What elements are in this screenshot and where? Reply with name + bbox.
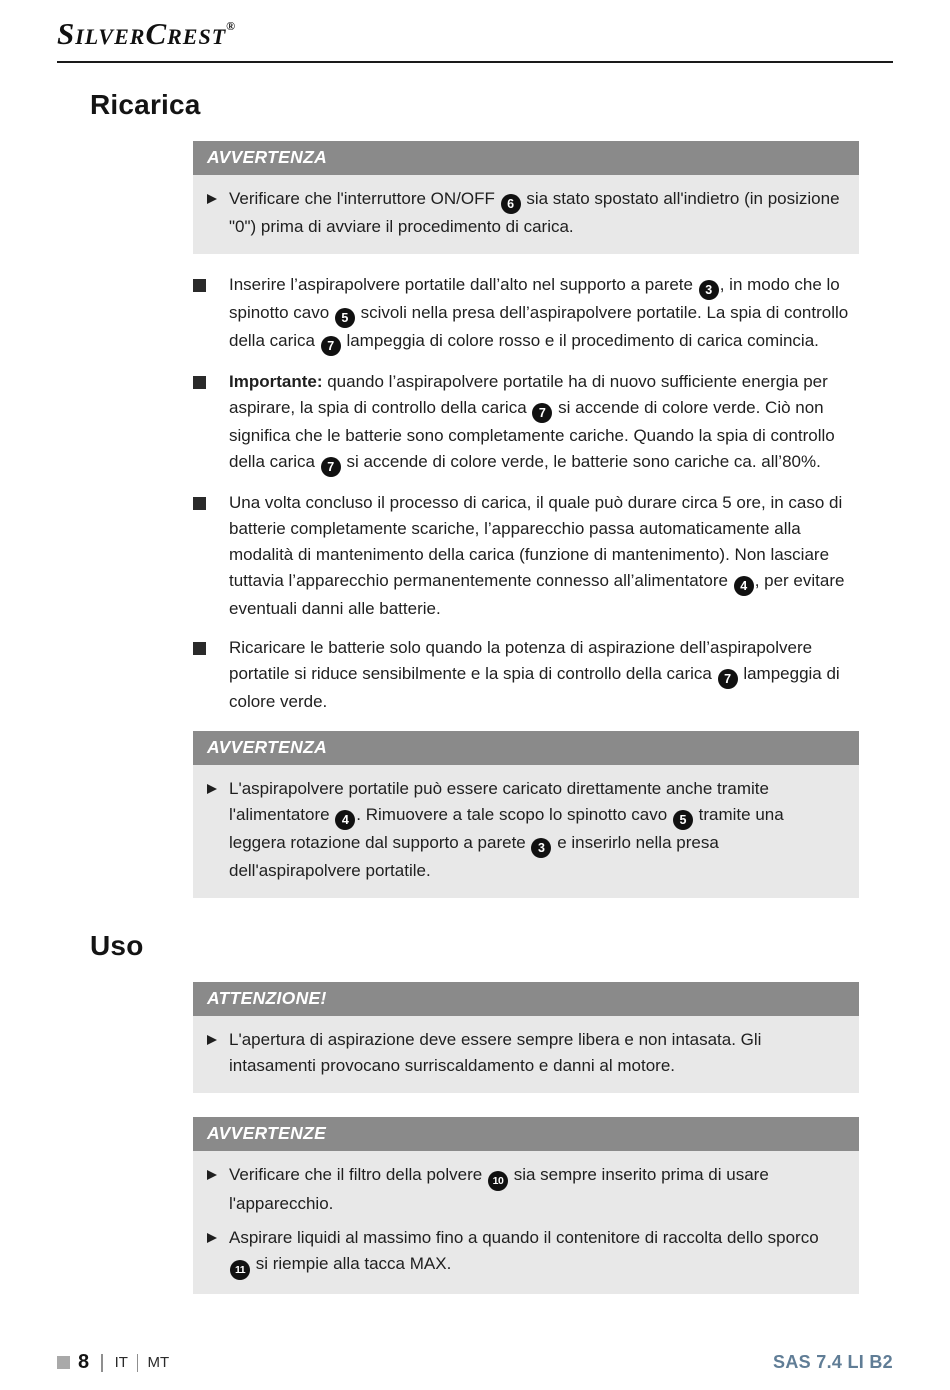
attention-box xyxy=(193,982,859,1093)
arrow-right-icon xyxy=(207,784,217,794)
list-item-text: Importante: quando l’aspirapolvere portatile ha di nuovo sufficiente energia per aspirare, la spia di controllo della carica 7 si accende di colore verde. Ciò non significa che le batterie sono completamente cariche. Quando la spia di controllo della carica 7 si accende di colore verde, le batterie sono cariche ca. all’80%. xyxy=(229,369,859,477)
language-code-it: IT xyxy=(114,1354,128,1371)
header xyxy=(57,16,893,52)
callout-number-3-icon: 3 xyxy=(699,280,719,300)
footer-divider xyxy=(101,1354,103,1372)
language-code-mt: MT xyxy=(147,1354,170,1371)
list-item-text: Inserire l’aspirapolvere portatile dall’alto nel supporto a parete 3 , in modo che lo spinotto cavo 5 scivoli nella presa dell’aspirapolvere portatile. La spia di controllo della carica 7 lampeggia di colore rosso e il procedimento di carica comincia. xyxy=(229,272,859,356)
warning-box-charging-bottom xyxy=(193,731,859,898)
footer-left xyxy=(57,1351,169,1374)
page-footer xyxy=(57,1351,893,1374)
arrow-right-icon xyxy=(207,1233,217,1243)
warning-text: L'aspirapolvere portatile può essere caricato direttamente anche tramite l'alimentatore 4 . Rimuovere a tale scopo lo spinotto cavo 5 tramite una leggera rotazione dal supporto a parete 3 e inserirlo nella presa dell'aspirapolvere portatile. xyxy=(229,779,784,880)
section-heading-ricarica: Ricarica xyxy=(90,89,201,120)
list-item xyxy=(193,635,859,715)
square-bullet-icon xyxy=(193,642,206,655)
section-heading-uso: Uso xyxy=(90,930,144,961)
callout-number-7-icon: 7 xyxy=(321,457,341,477)
warning-text: Aspirare liquidi al massimo fino a quando il contenitore di raccolta dello sporco 11 si riempie alla tacca MAX. xyxy=(229,1225,843,1280)
callout-number-6-icon: 6 xyxy=(501,194,521,214)
callout-number-5-icon: 5 xyxy=(673,810,693,830)
warning-text: Verificare che l'interruttore ON/OFF 6 sia stato spostato all'indietro (in posizione "0") prima di avviare il procedimento di carica. xyxy=(229,189,840,236)
warning-text: L'apertura di aspirazione deve essere sempre libera e non intasata. Gli intasamenti provocano surriscaldamento e danni al motore. xyxy=(229,1030,762,1075)
warning-box-body xyxy=(193,765,859,898)
warning-item xyxy=(207,1027,843,1079)
list-item xyxy=(193,272,859,356)
square-bullet-icon xyxy=(193,279,206,292)
arrow-right-icon xyxy=(207,1170,217,1180)
content-column xyxy=(193,141,859,898)
warnings-box-body xyxy=(193,1151,859,1294)
header-divider xyxy=(57,61,893,63)
footer-divider xyxy=(137,1354,139,1372)
charging-instructions-list xyxy=(193,272,859,715)
registered-trademark-symbol: ® xyxy=(226,19,237,33)
warnings-box-usage xyxy=(193,1117,859,1294)
warning-item xyxy=(207,186,843,240)
square-bullet-icon xyxy=(193,376,206,389)
warning-text: Verificare che il filtro della polvere 10 sia sempre inserito prima di usare l'apparecchio. xyxy=(229,1165,769,1213)
page-number: 8 xyxy=(78,1351,90,1373)
warning-item xyxy=(207,776,843,884)
callout-number-10-icon: 10 xyxy=(488,1171,508,1191)
arrow-right-icon xyxy=(207,194,217,204)
attention-box-body xyxy=(193,1016,859,1093)
brand-name: SilverCrest xyxy=(57,16,227,51)
list-item-text: Una volta concluso il processo di carica, il quale può durare circa 5 ore, in caso di batterie completamente scariche, l’apparecchio passa automaticamente alla modalità di mantenimento della carica (funzione di mantenimento). Non lasciare tuttavia l’apparecchio permanentemente connesso all’alimentatore 4 , per evitare eventuali danni alle batterie. xyxy=(229,493,845,618)
warning-box-body xyxy=(193,175,859,254)
footer-square-icon xyxy=(57,1356,70,1369)
callout-number-4-icon: 4 xyxy=(335,810,355,830)
content-column-uso xyxy=(193,982,859,1294)
warning-box-charging-top xyxy=(193,141,859,254)
list-item xyxy=(193,490,859,622)
model-number: SAS 7.4 LI B2 xyxy=(773,1352,893,1372)
callout-number-7-icon: 7 xyxy=(718,669,738,689)
list-item xyxy=(193,369,859,477)
arrow-right-icon xyxy=(207,1035,217,1045)
callout-number-5-icon: 5 xyxy=(335,308,355,328)
attention-box-title: ATTENZIONE! xyxy=(193,982,859,1016)
warnings-box-title: AVVERTENZE xyxy=(193,1117,859,1151)
callout-number-11-icon: 11 xyxy=(230,1260,250,1280)
list-item-text: Ricaricare le batterie solo quando la potenza di aspirazione dell’aspirapolvere portatile si riduce sensibilmente e la spia di controllo della carica 7 lampeggia di colore verde. xyxy=(229,638,840,711)
warning-item xyxy=(207,1225,843,1280)
callout-number-3-icon: 3 xyxy=(531,838,551,858)
square-bullet-icon xyxy=(193,497,206,510)
callout-number-7-icon: 7 xyxy=(532,403,552,423)
manual-page xyxy=(0,16,950,1390)
warning-box-title: AVVERTENZA xyxy=(193,141,859,175)
callout-number-7-icon: 7 xyxy=(321,336,341,356)
callout-number-4-icon: 4 xyxy=(734,576,754,596)
warning-box-title: AVVERTENZA xyxy=(193,731,859,765)
silvercrest-logo xyxy=(57,16,236,52)
warning-item xyxy=(207,1162,843,1217)
